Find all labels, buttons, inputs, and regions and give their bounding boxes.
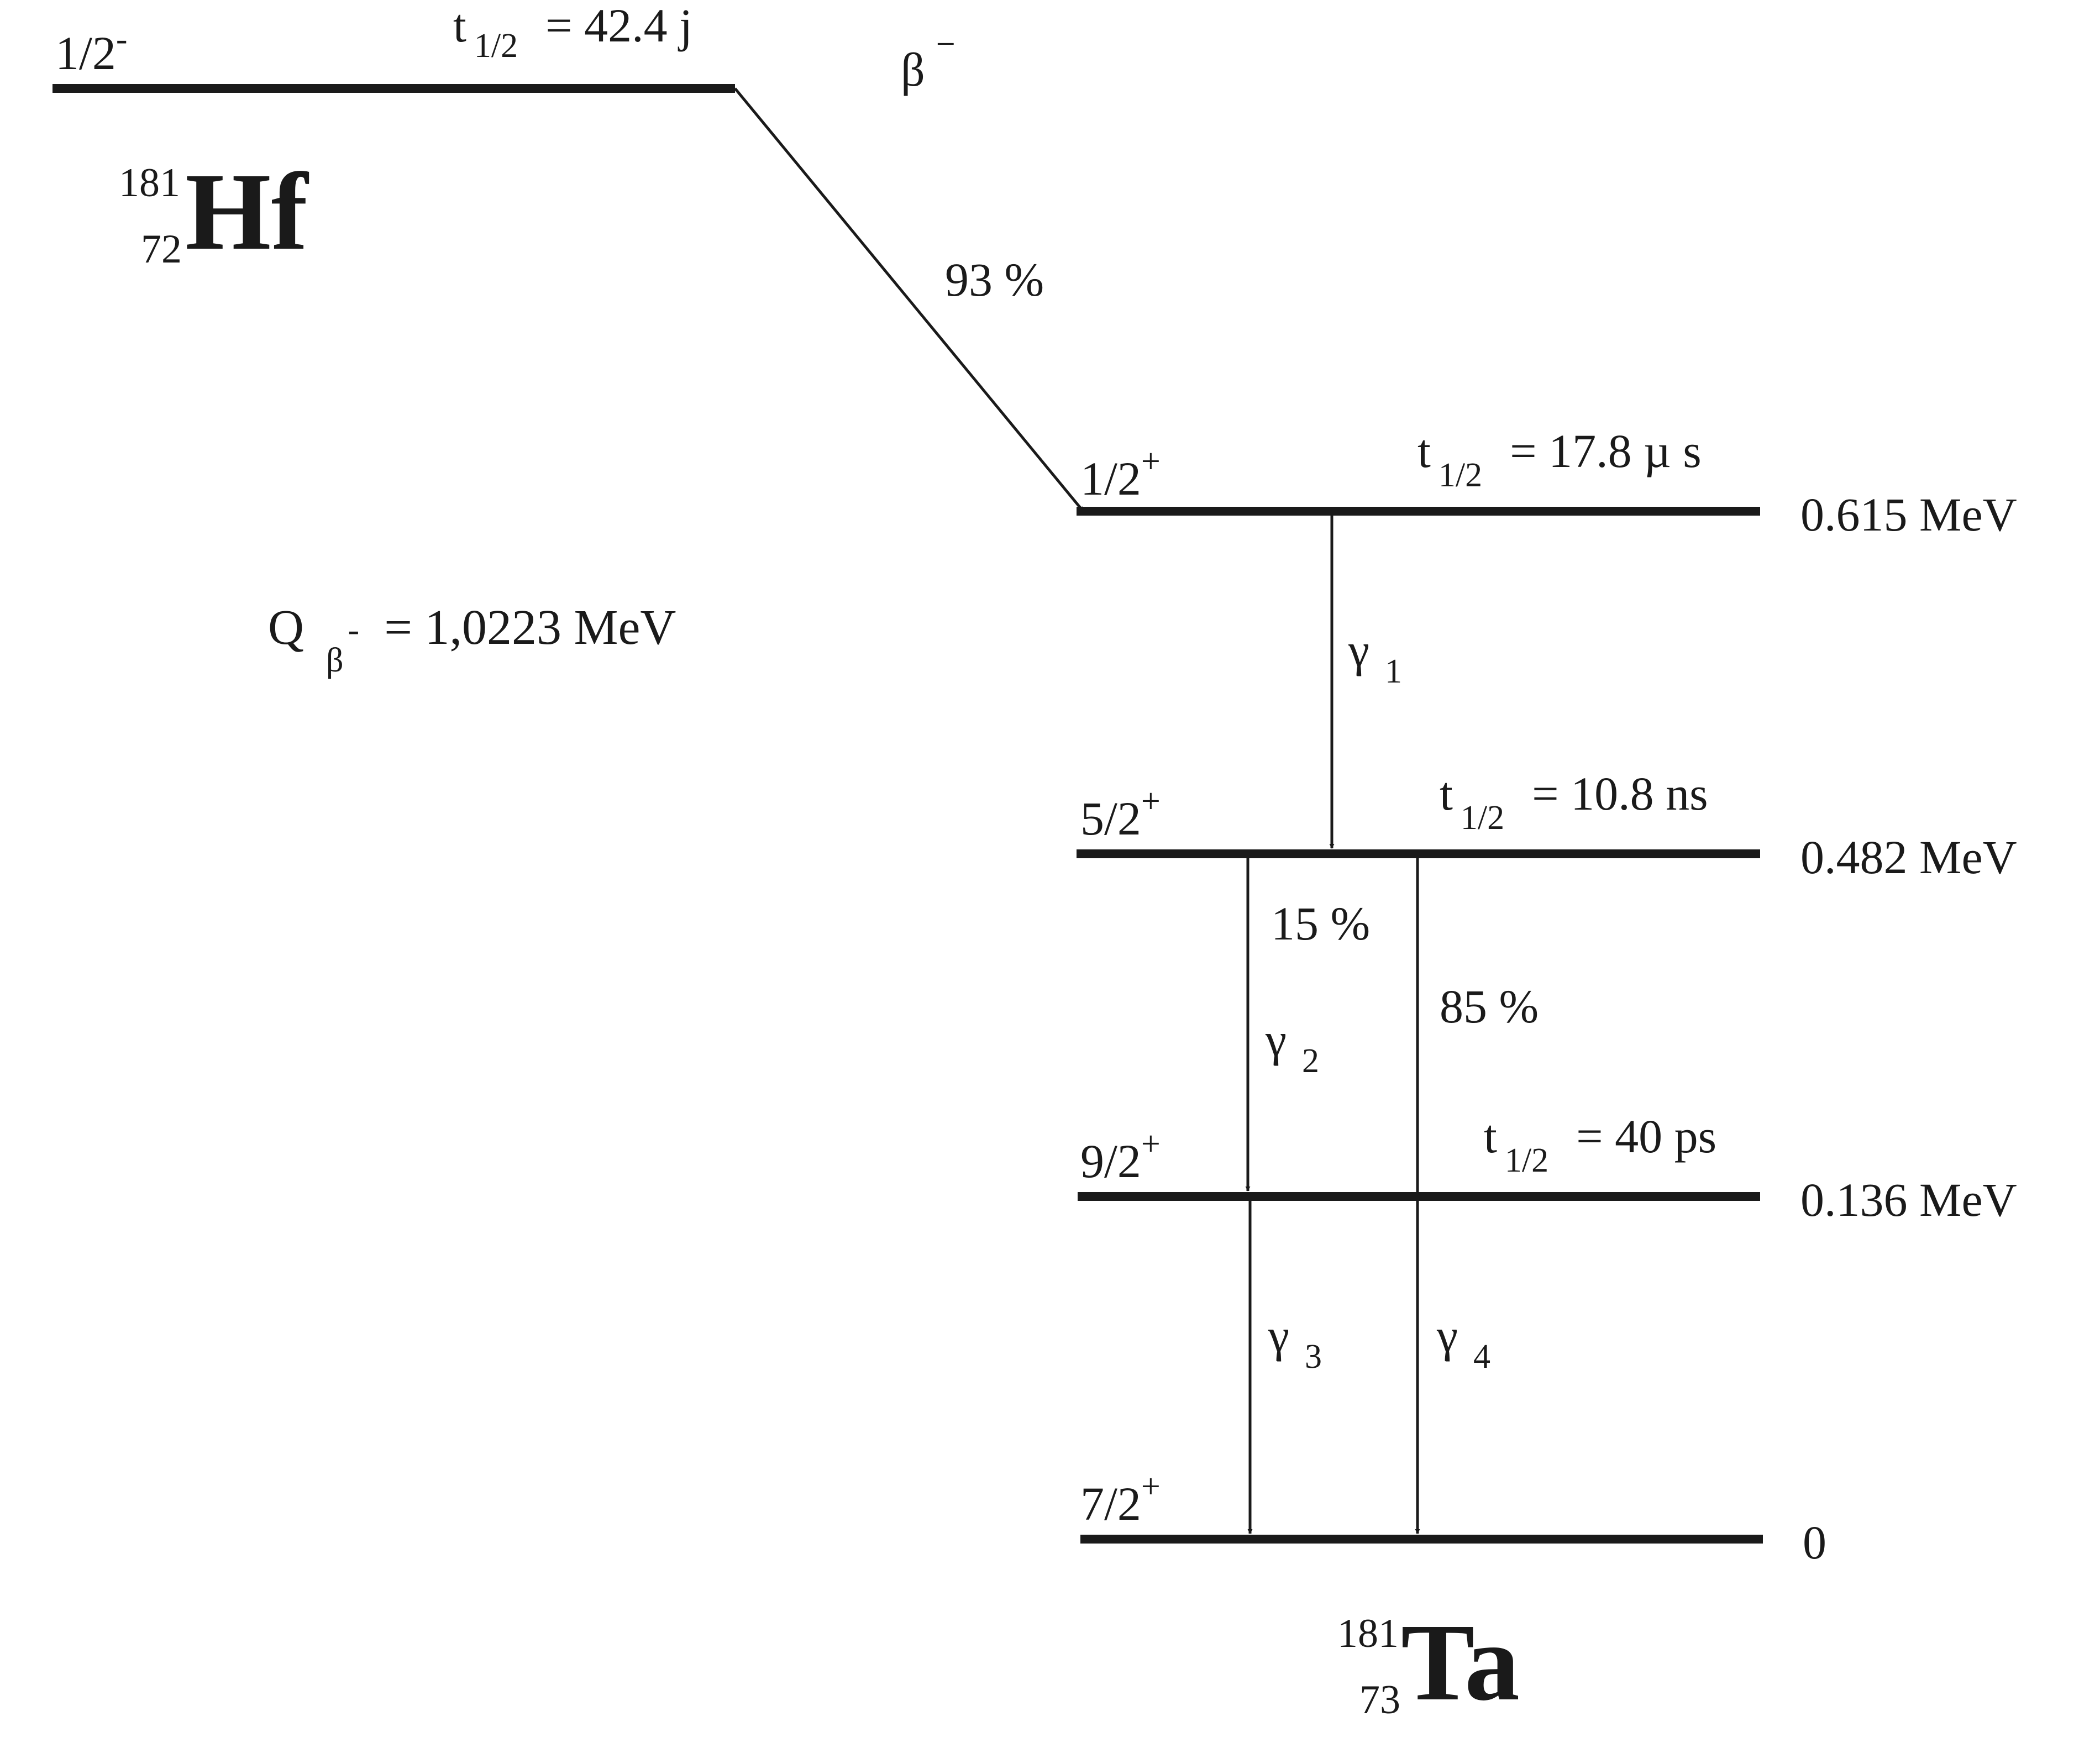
- gamma-3-label: γ $_3$: [1268, 1309, 1322, 1376]
- daughter-atomic-number: 73: [1359, 1677, 1400, 1723]
- parent-nuclide-label: [119, 151, 309, 273]
- parent-half-life: t $_{1/2}$ = 42.4 j: [453, 0, 693, 65]
- gamma-2-label: γ $_2$: [1266, 1013, 1320, 1080]
- parent-spin-label: 1/2-: [55, 20, 128, 80]
- level-0482-energy: 0.482 MeV: [1800, 831, 2017, 884]
- level-0136-spin: 9/2+: [1080, 1125, 1161, 1188]
- gamma-4-branch: 85 %: [1440, 980, 1539, 1033]
- level-0482-spin: 5/2+: [1080, 783, 1161, 845]
- level-ground-spin: 7/2+: [1080, 1468, 1161, 1530]
- level-ground-energy: 0: [1803, 1516, 1826, 1569]
- level-0615-energy: 0.615 MeV: [1800, 488, 2017, 541]
- gamma-2-branch: 15 %: [1271, 897, 1371, 950]
- level-0136-half-life: t $_{1/2}$ = 40 ps: [1484, 1110, 1717, 1179]
- q-value-label: $Q_\beta^- = 1,0223$ MeV: [268, 600, 676, 679]
- gamma-1-label: γ $_1$: [1348, 623, 1403, 690]
- level-0615-half-life: t $_{1/2}$ = 17.8 µ s: [1418, 424, 1702, 494]
- parent-mass-number: 181: [119, 160, 180, 206]
- gamma-4-label: γ $_4$: [1437, 1309, 1491, 1376]
- beta-decay-label: β −: [901, 25, 956, 96]
- daughter-nuclide-label: [1337, 1602, 1520, 1724]
- level-0482-half-life: t $_{1/2}$ = 10.8 ns: [1440, 767, 1708, 837]
- parent-atomic-number: 72: [141, 227, 182, 272]
- parent-symbol: Hf: [185, 151, 308, 273]
- beta-branch-label: 93 %: [945, 253, 1044, 306]
- daughter-mass-number: 181: [1337, 1611, 1399, 1656]
- daughter-symbol: Ta: [1401, 1602, 1520, 1724]
- level-0615-spin: 1/2+: [1080, 443, 1161, 505]
- level-0136-energy: 0.136 MeV: [1800, 1173, 2017, 1226]
